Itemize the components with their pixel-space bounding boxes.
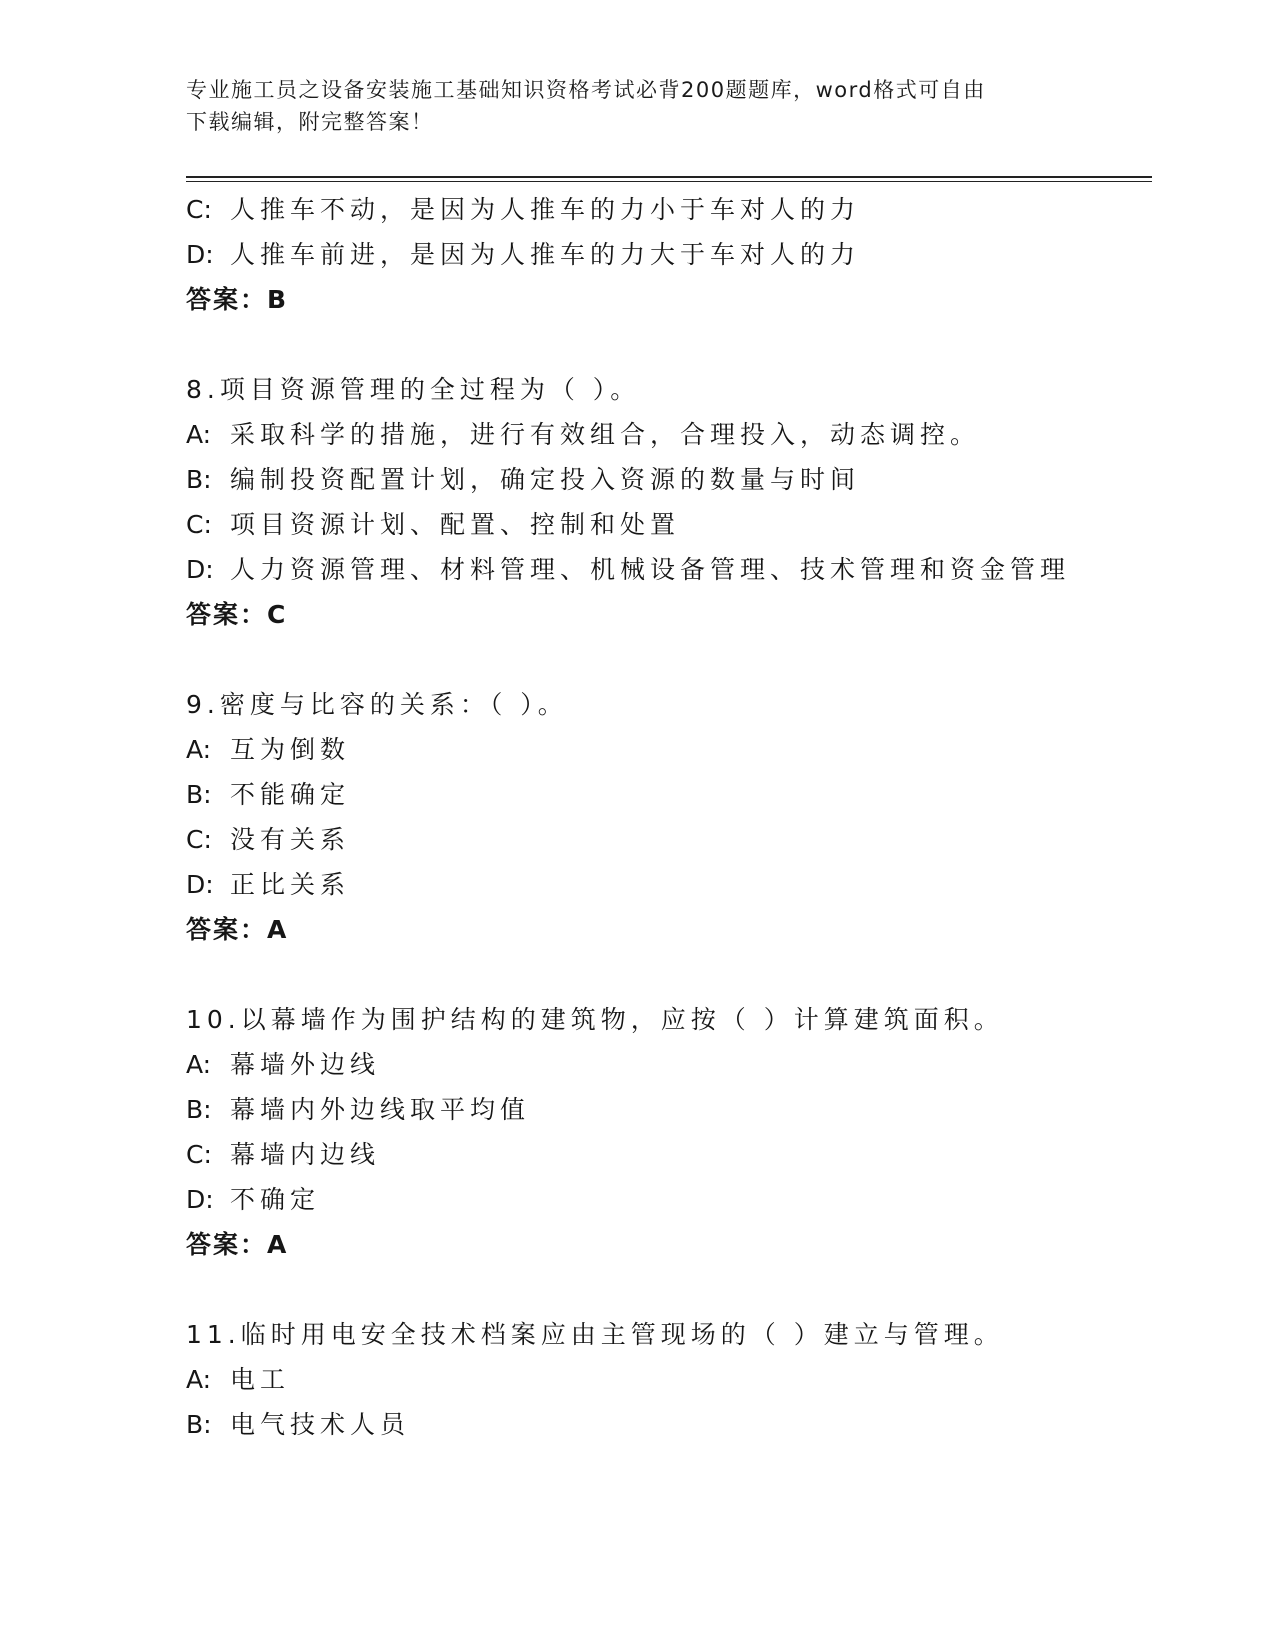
- option-c: [186, 195, 860, 225]
- document-header: [186, 74, 1086, 138]
- option-text: 不确定: [230, 1185, 321, 1214]
- answer: 答案：A: [186, 1230, 289, 1259]
- option-a: [186, 735, 350, 765]
- option-b: [186, 465, 860, 495]
- option-c: [186, 825, 350, 855]
- option-key: D:: [186, 1185, 214, 1214]
- option-b: [186, 780, 350, 810]
- option-text: 人推车不动，是因为人推车的力小于车对人的力: [230, 195, 861, 224]
- question-stem: 9.密度与比容的关系：（ ）。: [186, 690, 568, 719]
- option-b: [186, 1410, 410, 1440]
- answer: 答案：C: [186, 600, 288, 629]
- header-line-1: 专业施工员之设备安装施工基础知识资格考试必背200题题库，word格式可自由: [186, 78, 986, 102]
- option-key: A:: [186, 420, 212, 449]
- option-c: [186, 510, 680, 540]
- option-d: [186, 555, 1070, 585]
- header-divider: [186, 176, 1152, 178]
- answer: 答案：B: [186, 285, 289, 314]
- option-key: B:: [186, 465, 212, 494]
- option-key: D:: [186, 555, 214, 584]
- option-text: 不能确定: [230, 780, 351, 809]
- question-stem: 10.以幕墙作为围护结构的建筑物，应按（ ）计算建筑面积。: [186, 1005, 1004, 1034]
- option-text: 幕墙外边线: [230, 1050, 381, 1079]
- option-text: 电工: [230, 1365, 291, 1394]
- option-key: C:: [186, 825, 212, 854]
- option-key: C:: [186, 1140, 212, 1169]
- option-key: C:: [186, 195, 212, 224]
- option-text: 编制投资配置计划，确定投入资源的数量与时间: [230, 465, 861, 494]
- option-key: A:: [186, 1365, 212, 1394]
- option-key: A:: [186, 735, 212, 764]
- option-a: [186, 1050, 380, 1080]
- option-a: [186, 420, 980, 450]
- option-text: 电气技术人员: [230, 1410, 411, 1439]
- answer: 答案：A: [186, 915, 289, 944]
- option-key: D:: [186, 870, 214, 899]
- option-text: 采取科学的措施，进行有效组合，合理投入，动态调控。: [230, 420, 981, 449]
- option-text: 没有关系: [230, 825, 351, 854]
- option-text: 人力资源管理、材料管理、机械设备管理、技术管理和资金管理: [230, 555, 1071, 584]
- option-b: [186, 1095, 530, 1125]
- option-key: A:: [186, 1050, 212, 1079]
- option-key: C:: [186, 510, 212, 539]
- option-text: 正比关系: [230, 870, 351, 899]
- option-text: 幕墙内边线: [230, 1140, 381, 1169]
- option-text: 幕墙内外边线取平均值: [230, 1095, 531, 1124]
- option-key: B:: [186, 780, 212, 809]
- question-stem: 8.项目资源管理的全过程为（ ）。: [186, 375, 641, 404]
- option-d: [186, 1185, 320, 1215]
- question-stem: 11.临时用电安全技术档案应由主管现场的（ ）建立与管理。: [186, 1320, 1004, 1349]
- header-line-2: 下载编辑，附完整答案！: [186, 110, 434, 134]
- option-text: 互为倒数: [230, 735, 351, 764]
- option-key: D:: [186, 240, 214, 269]
- option-text: 项目资源计划、配置、控制和处置: [230, 510, 681, 539]
- option-key: B:: [186, 1410, 212, 1439]
- option-d: [186, 240, 860, 270]
- option-c: [186, 1140, 380, 1170]
- header-divider-thin: [186, 181, 1152, 182]
- option-text: 人推车前进，是因为人推车的力大于车对人的力: [230, 240, 861, 269]
- option-a: [186, 1365, 290, 1395]
- option-key: B:: [186, 1095, 212, 1124]
- option-d: [186, 870, 350, 900]
